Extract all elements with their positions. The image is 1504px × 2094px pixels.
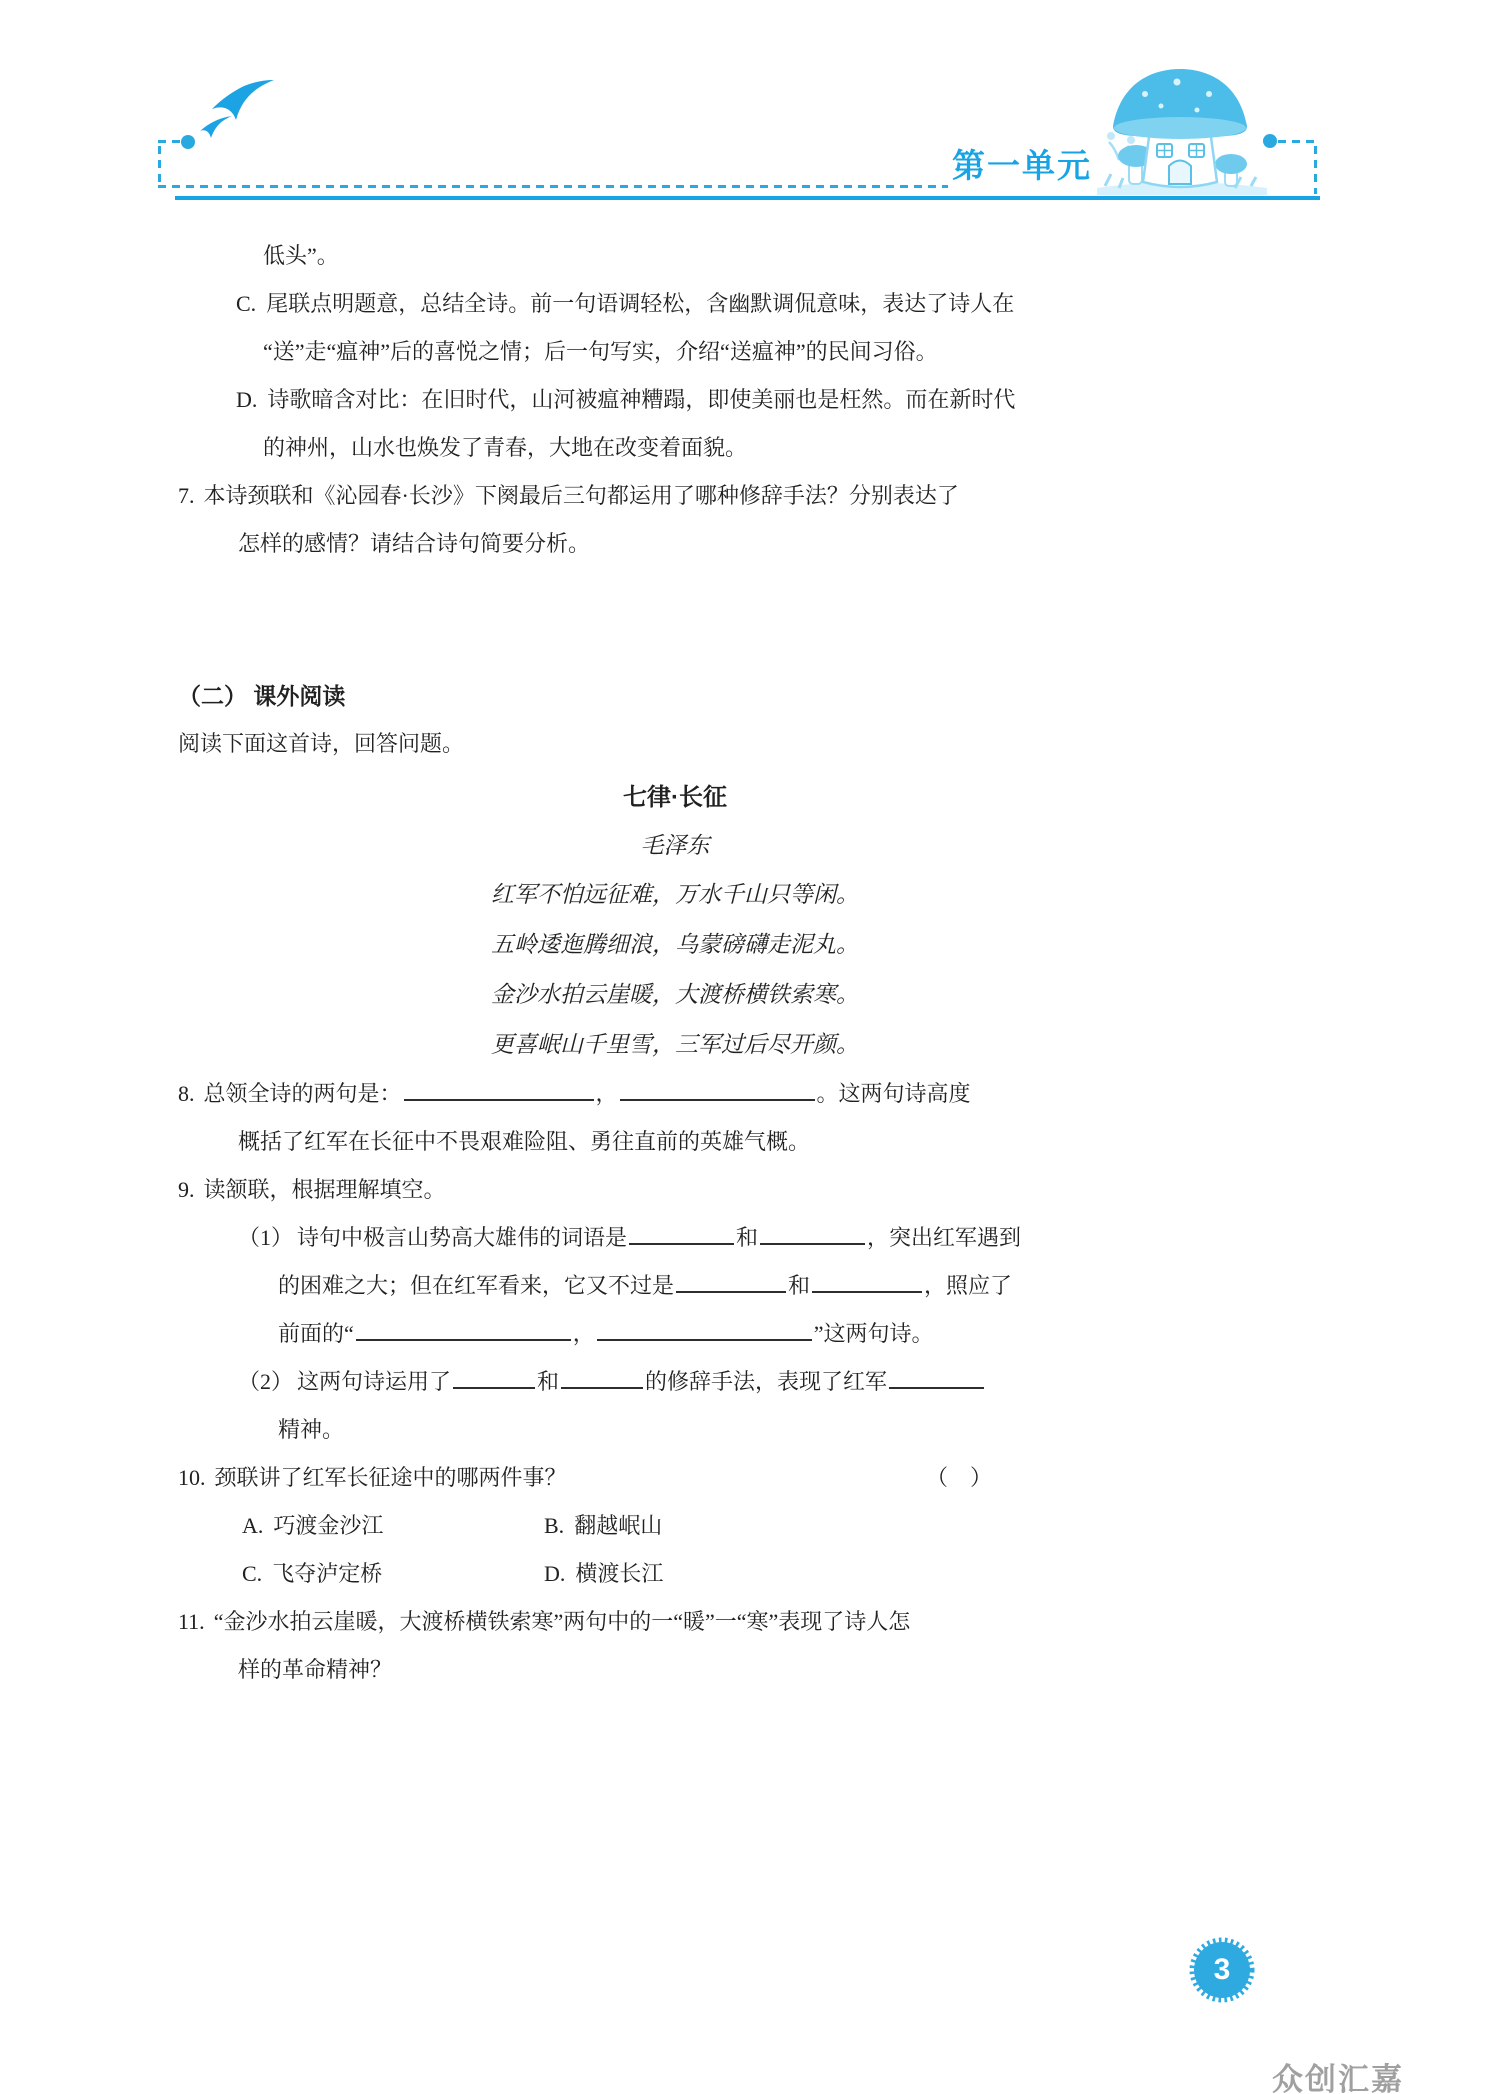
answer-blank xyxy=(561,1367,643,1389)
answer-blank xyxy=(889,1367,984,1389)
poem-line: 更喜岷山千里雪，三军过后尽开颜。 xyxy=(491,1032,859,1057)
option-c-label: C. xyxy=(242,1561,263,1586)
answer-blank xyxy=(676,1271,786,1293)
choice-d-text-cont: 的神州，山水也焕发了青春，大地在改变着面貌。 xyxy=(263,435,748,460)
mushroom-house-icon xyxy=(1085,64,1275,201)
answer-bracket: （ ） xyxy=(925,1465,992,1490)
page-number-badge xyxy=(1189,1937,1255,2003)
answer-blank xyxy=(453,1367,535,1389)
question-9-text: 读颔联，根据理解填空。 xyxy=(203,1177,446,1202)
question-7-text: 本诗颈联和《沁园春·长沙》下阕最后三句都运用了哪种修辞手法？分别表达了 xyxy=(203,483,959,508)
poem-line: 金沙水拍云崖暖，大渡桥横铁索寒。 xyxy=(491,982,859,1007)
option-d-text: 横渡长江 xyxy=(575,1561,664,1586)
option-b-text: 翻越岷山 xyxy=(574,1513,663,1538)
question-8-text-cont: 概括了红军在长征中不畏艰难险阻、勇往直前的英雄气概。 xyxy=(238,1129,811,1154)
poem-line: 五岭逶迤腾细浪，乌蒙磅礴走泥丸。 xyxy=(491,932,859,957)
sub2-marker: （2） xyxy=(238,1369,294,1394)
question-7-number: 7. xyxy=(178,483,195,508)
option-b-label: B. xyxy=(544,1513,565,1538)
poem-title: 七律·长征 xyxy=(623,784,727,811)
question-8-number: 8. xyxy=(178,1081,195,1106)
page-number: 3 xyxy=(1213,1953,1231,1986)
question-10-options-row2 xyxy=(178,1550,992,1598)
question-11-number: 11. xyxy=(178,1609,205,1634)
unit-label: 第一单元 xyxy=(952,147,1092,184)
option-d xyxy=(544,1550,846,1598)
question-9-sub2 xyxy=(178,1358,992,1406)
question-9-number: 9. xyxy=(178,1177,195,1202)
poem-author: 毛泽东 xyxy=(640,833,710,858)
answer-blank xyxy=(812,1271,922,1293)
question-11-text: “金沙水拍云崖暖，大渡桥横铁索寒”两句中的一“暖”一“寒”表现了诗人怎 xyxy=(213,1609,911,1634)
sub2-text-cont: 精神。 xyxy=(278,1417,345,1442)
question-10-options-row1 xyxy=(178,1502,992,1550)
dashed-border-right-side xyxy=(1314,146,1317,194)
option-b xyxy=(544,1502,846,1550)
choice-d-label: D. xyxy=(236,387,258,412)
dashed-border-right-top xyxy=(1278,140,1318,143)
answer-blank xyxy=(620,1079,815,1101)
sub1-marker: （1） xyxy=(238,1225,294,1250)
option-a-text: 巧渡金沙江 xyxy=(273,1513,384,1538)
option-c-text: 飞夺泸定桥 xyxy=(272,1561,383,1586)
section-heading: （二） 课外阅读 xyxy=(178,683,346,709)
answer-blank xyxy=(760,1223,865,1245)
poem-block xyxy=(360,774,990,1070)
choice-d-text: 诗歌暗含对比：在旧时代，山河被瘟神糟蹋，即使美丽也是枉然。而在新时代 xyxy=(267,387,1016,412)
dashed-border-left-top xyxy=(158,140,184,143)
section-intro: 阅读下面这首诗，回答问题。 xyxy=(178,731,465,756)
question-7-text-cont: 怎样的感情？请结合诗句简要分析。 xyxy=(238,531,591,556)
option-a-label: A. xyxy=(242,1513,264,1538)
carryover-line: 低头”。 xyxy=(263,243,339,268)
poem-line: 红军不怕远征难，万水千山只等闲。 xyxy=(491,882,859,907)
dashed-border-left-side xyxy=(158,146,161,188)
page-content xyxy=(178,232,1022,1694)
publisher-watermark: 众创汇嘉 xyxy=(1272,2062,1404,2094)
question-11-text-cont: 样的革命精神？ xyxy=(238,1657,393,1682)
dashed-border-top xyxy=(158,185,948,188)
answer-writing-space xyxy=(178,568,992,672)
choice-c-label: C. xyxy=(236,291,257,316)
choice-d-row xyxy=(178,376,1016,424)
choice-c-row xyxy=(178,280,1015,328)
birds-icon xyxy=(198,78,278,149)
question-11 xyxy=(178,1598,992,1646)
option-d-label: D. xyxy=(544,1561,566,1586)
question-10-number: 10. xyxy=(178,1465,206,1490)
sub1-text-cont: 的困难之大；但在红军看来，它又不过是 和 ，照应了 xyxy=(278,1273,1013,1298)
answer-blank xyxy=(597,1319,812,1341)
sub1-text: 诗句中极言山势高大雄伟的词语是 和 ，突出红军遇到 xyxy=(297,1225,1022,1250)
sub1-text-cont2: 前面的“ ， ”这两句诗。 xyxy=(278,1321,934,1346)
question-10-text: 颈联讲了红军长征途中的哪两件事？ xyxy=(214,1465,567,1490)
question-8-text: 总领全诗的两句是： ， 。这两句诗高度 xyxy=(203,1081,971,1106)
question-10 xyxy=(178,1454,992,1502)
option-c xyxy=(242,1550,544,1598)
option-a xyxy=(242,1502,544,1550)
answer-blank xyxy=(404,1079,594,1101)
question-9 xyxy=(178,1166,992,1214)
answer-blank xyxy=(356,1319,571,1341)
choice-c-text-cont: “送”走“瘟神”后的喜悦之情；后一句写实，介绍“送瘟神”的民间习俗。 xyxy=(263,339,938,364)
answer-blank xyxy=(629,1223,734,1245)
question-9-sub1 xyxy=(178,1214,1022,1262)
border-pin-dot-right xyxy=(1263,134,1277,148)
sub2-text: 这两句诗运用了 和 的修辞手法，表现了红军 xyxy=(297,1358,986,1406)
question-8 xyxy=(178,1070,992,1118)
question-7 xyxy=(178,472,992,520)
choice-c-text: 尾联点明题意，总结全诗。前一句语调轻松，含幽默调侃意味，表达了诗人在 xyxy=(266,291,1015,316)
